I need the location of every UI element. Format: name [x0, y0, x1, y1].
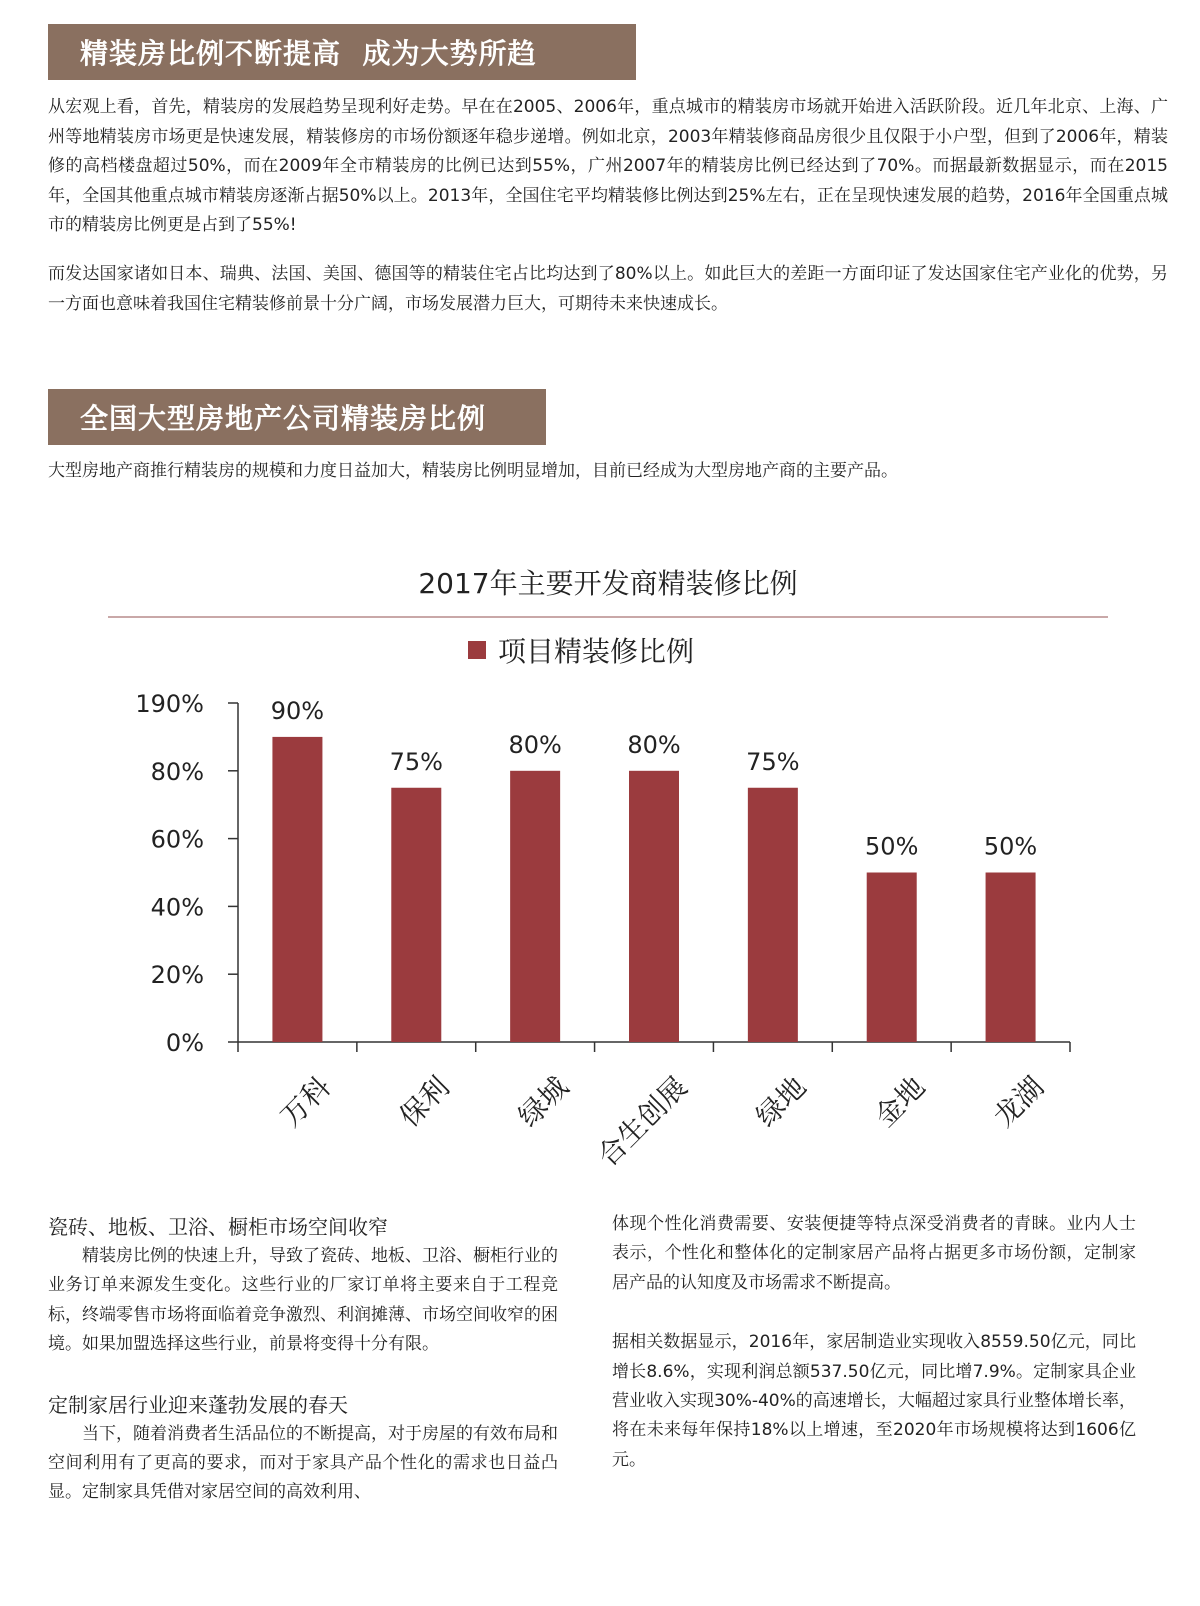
left-column: [48, 1212, 558, 1508]
data-label: 75%: [746, 747, 800, 776]
y-tick-label: 0%: [165, 1029, 204, 1057]
y-tick-label: 60%: [150, 825, 204, 854]
section1-paragraph-2: 而发达国家诸如日本、瑞典、法国、美国、德国等的精装住宅占比均达到了80%以上。如此巨大的差距一方面印证了发达国家住宅产业化的优势，另一方面也意味着我国住宅精装修前景十分广阔，市场发展潜力巨大，可期待未来快速成长。: [48, 264, 1168, 314]
y-tick-label: 190%: [135, 690, 204, 718]
section1-title: 精装房比例不断提高 成为大势所趋: [80, 37, 537, 70]
data-label: 50%: [865, 832, 919, 861]
left-paragraph-1: 精装房比例的快速上升，导致了瓷砖、地板、卫浴、橱柜行业的业务订单来源发生变化。这些行业的厂家订单将主要来自于工程竞标，终端零售市场将面临着竞争激烈、利润摊薄、市场空间收窄的困境。如果加盟选择这些行业，前景将变得十分有限。: [48, 1246, 558, 1355]
x-tick-label: 金地: [868, 1070, 932, 1134]
data-label: 75%: [389, 747, 443, 776]
left-paragraph-2: 当下，随着消费者生活品位的不断提高，对于房屋的有效布局和空间利用有了更高的要求，而对于家具产品个性化的需求也日益凸显。定制家具凭借对家居空间的高效利用、: [48, 1423, 558, 1503]
bar: [986, 873, 1036, 1043]
x-tick-label: 万科: [274, 1070, 338, 1134]
section1-paragraph-1: 从宏观上看，首先，精装房的发展趋势呈现利好走势。早在在2005、2006年，重点城市的精装房市场就开始进入活跃阶段。近几年北京、上海、广州等地精装房市场更是快速发展，精装修房的市场份额逐年稳步递增。例如北京，2003年精装修商品房很少且仅限于小户型，但到了2006年，精装修的高档楼盘超过50%，而在2009年全市精装房的比例已达到55%，广州2007年的精装房比例已经达到了70%。而据最新数据显示，而在2015年，全国其他重点城市精装房逐渐占据50%以上。2013年，全国住宅平均精装修比例达到25%左右，正在呈现快速发展的趋势，2016年全国重点城市的精装房比例更是占到了55%!: [48, 97, 1168, 236]
bar: [391, 788, 441, 1042]
data-label: 80%: [508, 730, 562, 759]
chart-title: 2017年主要开发商精装修比例: [418, 567, 798, 600]
left-heading-2: 定制家居行业迎来蓬勃发展的春天: [48, 1392, 348, 1417]
right-column: [612, 1210, 1136, 1475]
left-heading-1: 瓷砖、地板、卫浴、橱柜市场空间收窄: [48, 1215, 388, 1239]
data-label: 50%: [983, 832, 1038, 861]
bar: [629, 771, 679, 1042]
data-label: 90%: [270, 696, 325, 725]
legend-label: 项目精装修比例: [498, 635, 695, 668]
bar: [272, 737, 322, 1042]
section2-paragraph: 大型房地产商推行精装房的规模和力度日益加大，精装房比例明显增加，目前已经成为大型房地产商的主要产品。: [48, 461, 898, 481]
y-tick-label: 20%: [150, 961, 204, 990]
y-tick-label: 80%: [150, 757, 204, 786]
x-tick-label: 绿地: [749, 1070, 813, 1134]
x-tick-label: 龙湖: [987, 1070, 1051, 1134]
bar: [510, 771, 560, 1042]
right-paragraph-1: 体现个性化消费需要、安装便捷等特点深受消费者的青睐。业内人士表示，个性化和整体化的定制家居产品将占据更多市场份额，定制家居产品的认知度及市场需求不断提高。: [612, 1214, 1136, 1293]
bar: [867, 873, 917, 1043]
legend-swatch: [468, 641, 486, 659]
right-paragraph-2: 据相关数据显示，2016年，家居制造业实现收入8559.50亿元，同比增长8.6%，实现利润总额537.50亿元，同比增7.9%。定制家具企业营业收入实现30%-40%的高速增长，大幅超过家具行业整体增长率，将在未来每年保持18%以上增速，至2020年市场规模将达到1606亿元。: [612, 1332, 1136, 1470]
y-tick-label: 40%: [150, 893, 204, 922]
bar: [748, 788, 798, 1042]
x-tick-label: 合生创展: [591, 1070, 694, 1173]
data-label: 80%: [627, 730, 681, 759]
x-tick-label: 绿城: [511, 1070, 575, 1134]
x-tick-label: 保利: [392, 1070, 456, 1134]
section2-title: 全国大型房地产公司精装房比例: [80, 402, 487, 435]
